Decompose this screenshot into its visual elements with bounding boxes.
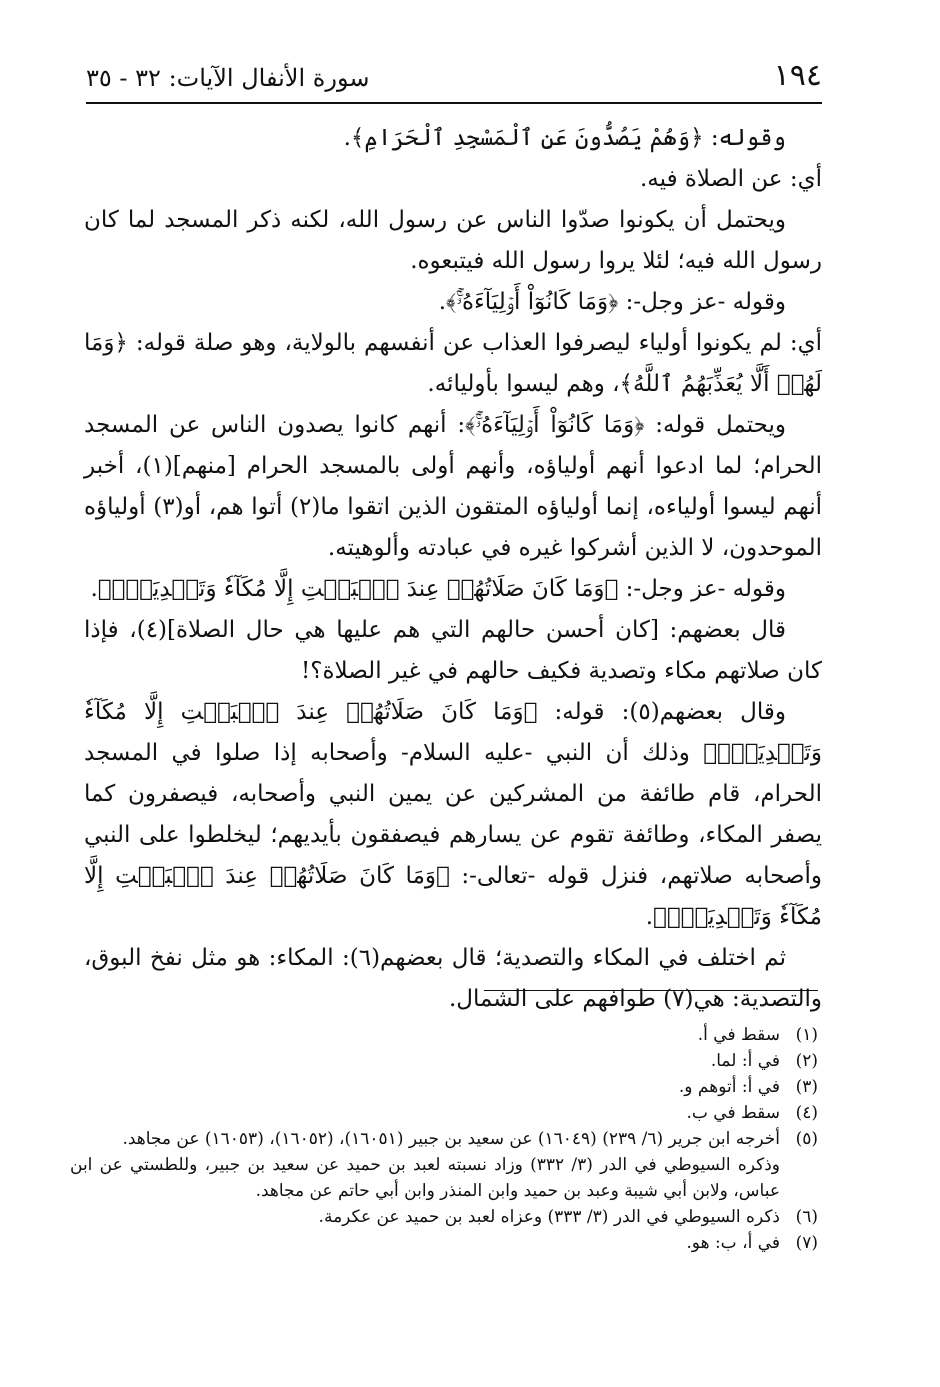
footnote: [70, 1074, 818, 1100]
paragraph: وقال بعضهم(٥): قوله: ﴿وَمَا كَانَ صَلَاتُهُمۡ عِندَ ٱلۡبَيۡتِ إِلَّا مُكَآءٗ وَتَصۡدِيَةٗۚ﴾ وذلك أن النبي -عليه السلام- وأصحابه إذا صلوا في المسجد الحرام، قام طائفة من المشركين عن يمين النبي وأصحابه، فيصفرون كما يصفر المكاء، وطائفة تقوم عن يسارهم فيصفقون بأيديهم؛ ليخلطوا على النبي وأصحابه صلاتهم، فنزل قوله -تعالى-: ﴿وَمَا كَانَ صَلَاتُهُمۡ عِندَ ٱلۡبَيۡتِ إِلَّا مُكَآءٗ وَتَصۡدِيَةٗۚ﴾.: [84, 699, 822, 930]
footnote-text: سقط في أ.: [697, 1025, 780, 1045]
paragraph: وقوله -عز وجل-: ﴿وَمَا كَانَ صَلَاتُهُمۡ عِندَ ٱلۡبَيۡتِ إِلَّا مُكَآءٗ وَتَصۡدِيَةٗۚ﴾.: [90, 576, 786, 602]
paragraph: قال بعضهم: [كان أحسن حالهم التي هم عليها هي حال الصلاة](٤)، فإذا كان صلاتهم مكاء وتصدية فكيف حالهم في غير الصلاة؟!: [84, 617, 822, 684]
footnote-number: (٦): [795, 1207, 818, 1227]
paragraph: وقوله: ﴿وَهُمْ يَصُدُّونَ عَنِ ٱلْمَسْجِدِ ٱلْحَرَامِ﴾.: [343, 125, 786, 151]
footnote: [70, 1048, 818, 1074]
paragraph: ثم اختلف في المكاء والتصدية؛ قال بعضهم(٦): المكاء: هو مثل نفخ البوق، والتصدية: هي(٧) طوافهم على الشمال.: [84, 945, 822, 1012]
footnote-number: (٣): [795, 1077, 818, 1097]
footnote-separator: [484, 990, 818, 991]
footnote-number: (٧): [795, 1233, 818, 1253]
paragraph: ويحتمل أن يكونوا صدّوا الناس عن رسول الله، لكنه ذكر المسجد لما كان رسول الله فيه؛ لئلا يروا رسول الله فيتبعوه.: [84, 207, 822, 274]
footnote-text: في أ: أتوهم و.: [678, 1077, 780, 1097]
footnotes: [70, 1022, 818, 1256]
paragraph: وقوله -عز وجل-: ﴿وَمَا كَانُوٓاْ أَوۡلِيَآءَهُۥٓۚ﴾.: [438, 289, 786, 315]
paragraph: أي: لم يكونوا أولياء ليصرفوا العذاب عن أنفسهم بالولاية، وهو صلة قوله: ﴿وَمَا لَهُمۡ أَلَّا يُعَذِّبَهُمُ ٱللَّهُ﴾، وهم ليسوا بأوليائه.: [84, 330, 822, 397]
footnote: [70, 1100, 818, 1126]
main-text: [84, 118, 822, 1020]
footnote-text: أخرجه ابن جرير (٦/ ٢٣٩) (١٦٠٤٩) عن سعيد بن جبير (١٦٠٥١)، (١٦٠٥٢)، (١٦٠٥٣) عن مجاهد.: [122, 1129, 780, 1149]
footnote: [70, 1126, 818, 1152]
footnote-text: سقط في ب.: [686, 1103, 780, 1123]
footnote: [70, 1022, 818, 1048]
footnote-text: في أ، ب: هو.: [686, 1233, 780, 1253]
running-head: سورة الأنفال الآيات: ٣٢ - ٣٥: [86, 64, 370, 92]
footnote-text: ذكره السيوطي في الدر (٣/ ٣٣٣) وعزاه لعبد بن حميد عن عكرمة.: [318, 1207, 780, 1227]
footnote-number: (١): [795, 1025, 818, 1045]
footnote-number: (٤): [795, 1103, 818, 1123]
footnote-number: (٢): [795, 1051, 818, 1071]
page-number: ١٩٤: [773, 58, 822, 93]
page-header: [86, 56, 822, 104]
footnote-text: في أ: لما.: [710, 1051, 780, 1071]
paragraph: ويحتمل قوله: ﴿وَمَا كَانُوٓاْ أَوۡلِيَآءَهُۥٓۚ﴾: أنهم كانوا يصدون الناس عن المسجد الحرام؛ لما ادعوا أنهم أولياؤه، وأنهم أولى بالمسجد الحرام [منهم](١)، أخبر أنهم ليسوا أولياءه، إنما أولياؤه المتقون الذين اتقوا ما(٢) أتوا هم، أو(٣) أولياؤه الموحدون، لا الذين أشركوا غيره في عبادته وألوهيته.: [84, 412, 822, 561]
footnote-number: (٥): [795, 1129, 818, 1149]
footnote-continuation: وذكره السيوطي في الدر (٣/ ٣٣٢) وزاد نسبته لعبد بن حميد عن سعيد بن جبير، وللطستي عن ابن عباس، ولابن أبي شيبة وعبد بن حميد وابن المنذر وابن أبي حاتم عن مجاهد.: [70, 1155, 780, 1201]
footnote: [70, 1230, 818, 1256]
footnote: [70, 1204, 818, 1230]
paragraph: أي: عن الصلاة فيه.: [639, 166, 822, 192]
